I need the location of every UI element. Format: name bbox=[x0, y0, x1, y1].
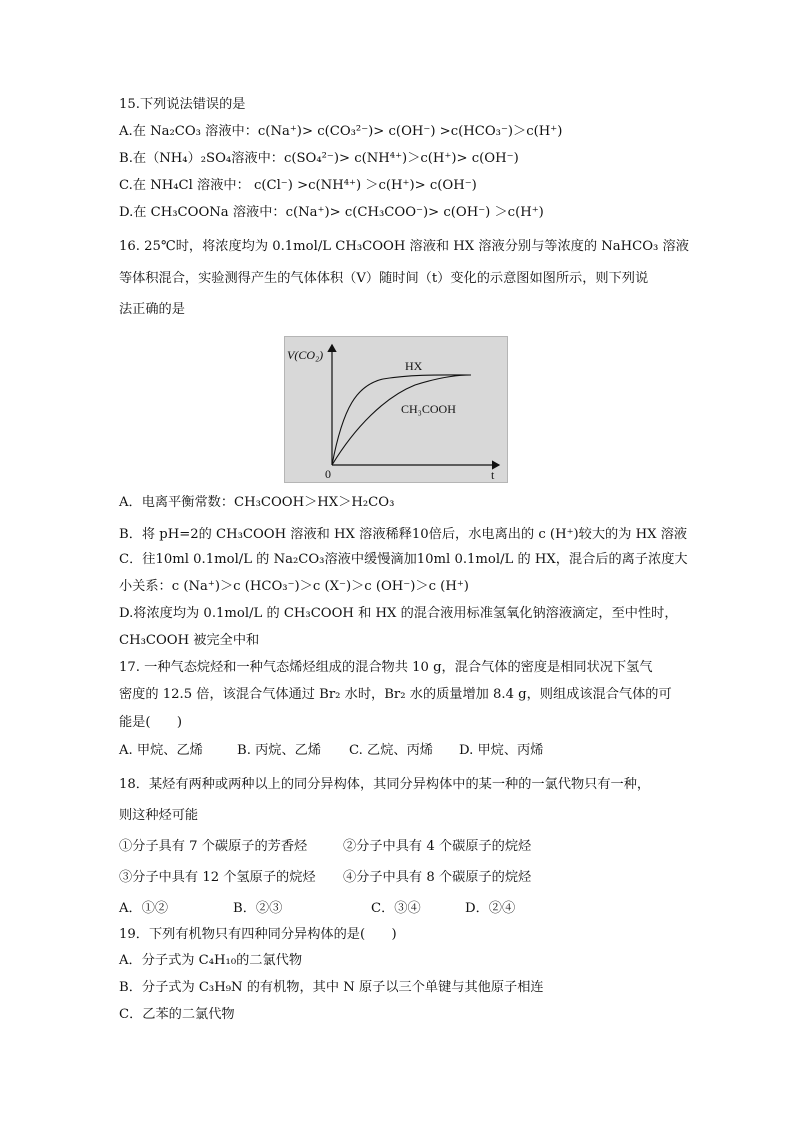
ch3cooh-curve bbox=[332, 375, 471, 465]
q17-stem-line-3: 能是( ) bbox=[119, 715, 183, 730]
q18-option-c: C．③④ bbox=[371, 901, 421, 916]
q18-stem-line-2: 则这种烃可能 bbox=[119, 808, 199, 823]
hx-curve-label: HX bbox=[405, 359, 423, 373]
q16-figure-svg bbox=[285, 337, 507, 482]
q18-statement-3: ③分子中具有 12 个氢原子的烷烃 bbox=[119, 870, 316, 885]
q18-statement-1: ①分子具有 7 个碳原子的芳香烃 bbox=[119, 839, 308, 854]
q16-option-c-line-1: C．往10ml 0.1mol/L 的 Na₂CO₃溶液中缓慢滴加10ml 0.1mol/L 的 HX，混合后的离子浓度大 bbox=[119, 552, 688, 567]
q18-option-d: D．②④ bbox=[465, 901, 516, 916]
q19-option-a: A．分子式为 C₄H₁₀的二氯代物 bbox=[119, 953, 303, 968]
q17-option-c: C. 乙烷、丙烯 bbox=[349, 743, 433, 758]
ch3cooh-curve-label: CH₃COOH bbox=[401, 402, 456, 416]
hx-curve bbox=[332, 375, 471, 465]
q18-statement-2: ②分子中具有 4 个碳原子的烷烃 bbox=[343, 839, 532, 854]
q18-statements-row-1 bbox=[119, 838, 531, 856]
q16-option-c-line-2: 小关系：c (Na⁺)＞c (HCO₃⁻)＞c (X⁻)＞c (OH⁻)＞c (H⁺) bbox=[119, 579, 469, 594]
x-axis-label: t bbox=[491, 468, 495, 482]
q15-option-b: B.在（NH₄）₂SO₄溶液中：c(SO₄²⁻)> c(NH⁴⁺)＞c(H⁺)> c(OH⁻) bbox=[119, 151, 519, 166]
y-axis-label: V(CO₂) bbox=[287, 348, 324, 362]
q18-statements-row-2 bbox=[119, 869, 531, 887]
q18-option-b: B．②③ bbox=[233, 901, 283, 916]
q16-option-d-line-2: CH₃COOH 被完全中和 bbox=[119, 633, 260, 648]
q19-stem: 19．下列有机物只有四种同分异构体的是( ) bbox=[119, 927, 397, 942]
q17-option-a: A. 甲烷、乙烯 bbox=[119, 743, 203, 758]
q16-stem-line-2: 等体积混合，实验测得产生的气体体积（V）随时间（t）变化的示意图如图所示，则下列说 bbox=[119, 271, 649, 286]
origin-label: 0 bbox=[325, 467, 331, 481]
q17-option-d: D. 甲烷、丙烯 bbox=[459, 743, 544, 758]
q15-option-d: D.在 CH₃COONa 溶液中：c(Na⁺)> c(CH₃COO⁻)> c(OH⁻) ＞c(H⁺) bbox=[119, 205, 544, 220]
q15-option-a: A.在 Na₂CO₃ 溶液中：c(Na⁺)> c(CO₃²⁻)> c(OH⁻) >c(HCO₃⁻)＞c(H⁺) bbox=[119, 124, 563, 139]
q19-option-b: B．分子式为 C₃H₉N 的有机物，其中 N 原子以三个单键与其他原子相连 bbox=[119, 980, 544, 995]
q16-stem-line-3: 法正确的是 bbox=[119, 302, 185, 317]
q18-stem-line-1: 18．某烃有两种或两种以上的同分异构体，其同分异构体中的某一种的一氯代物只有一种， bbox=[119, 777, 651, 792]
q16-gas-volume-figure bbox=[284, 336, 508, 483]
q16-option-a: A．电离平衡常数：CH₃COOH＞HX＞H₂CO₃ bbox=[119, 495, 395, 510]
q19-option-c: C．乙苯的二氯代物 bbox=[119, 1007, 235, 1022]
q17-option-b: B. 丙烷、乙烯 bbox=[237, 743, 322, 758]
q15-stem: 15.下列说法错误的是 bbox=[119, 97, 246, 112]
q18-option-a: A．①② bbox=[119, 901, 169, 916]
q15-option-c: C.在 NH₄Cl 溶液中： c(Cl⁻) >c(NH⁴⁺) ＞c(H⁺)> c(OH⁻) bbox=[119, 178, 477, 193]
q17-options bbox=[119, 742, 543, 760]
q18-options bbox=[119, 900, 515, 918]
q16-option-b: B．将 pH=2的 CH₃COOH 溶液和 HX 溶液稀释10倍后，水电离出的 c (H⁺)较大的为 HX 溶液 bbox=[119, 527, 688, 542]
q17-stem-line-2: 密度的 12.5 倍，该混合气体通过 Br₂ 水时，Br₂ 水的质量增加 8.4 g，则组成该混合气体的可 bbox=[119, 687, 672, 702]
q16-stem-line-1: 16. 25℃时，将浓度均为 0.1mol/L CH₃COOH 溶液和 HX 溶液分别与等浓度的 NaHCO₃ 溶液 bbox=[119, 239, 689, 254]
q17-stem-line-1: 17. 一种气态烷烃和一种气态烯烃组成的混合物共 10 g，混合气体的密度是相同状况下氢气 bbox=[119, 660, 653, 675]
q18-statement-4: ④分子中具有 8 个碳原子的烷烃 bbox=[343, 870, 532, 885]
q16-option-d-line-1: D.将浓度均为 0.1mol/L 的 CH₃COOH 和 HX 的混合液用标准氢氧化钠溶液滴定，至中性时， bbox=[119, 606, 678, 621]
